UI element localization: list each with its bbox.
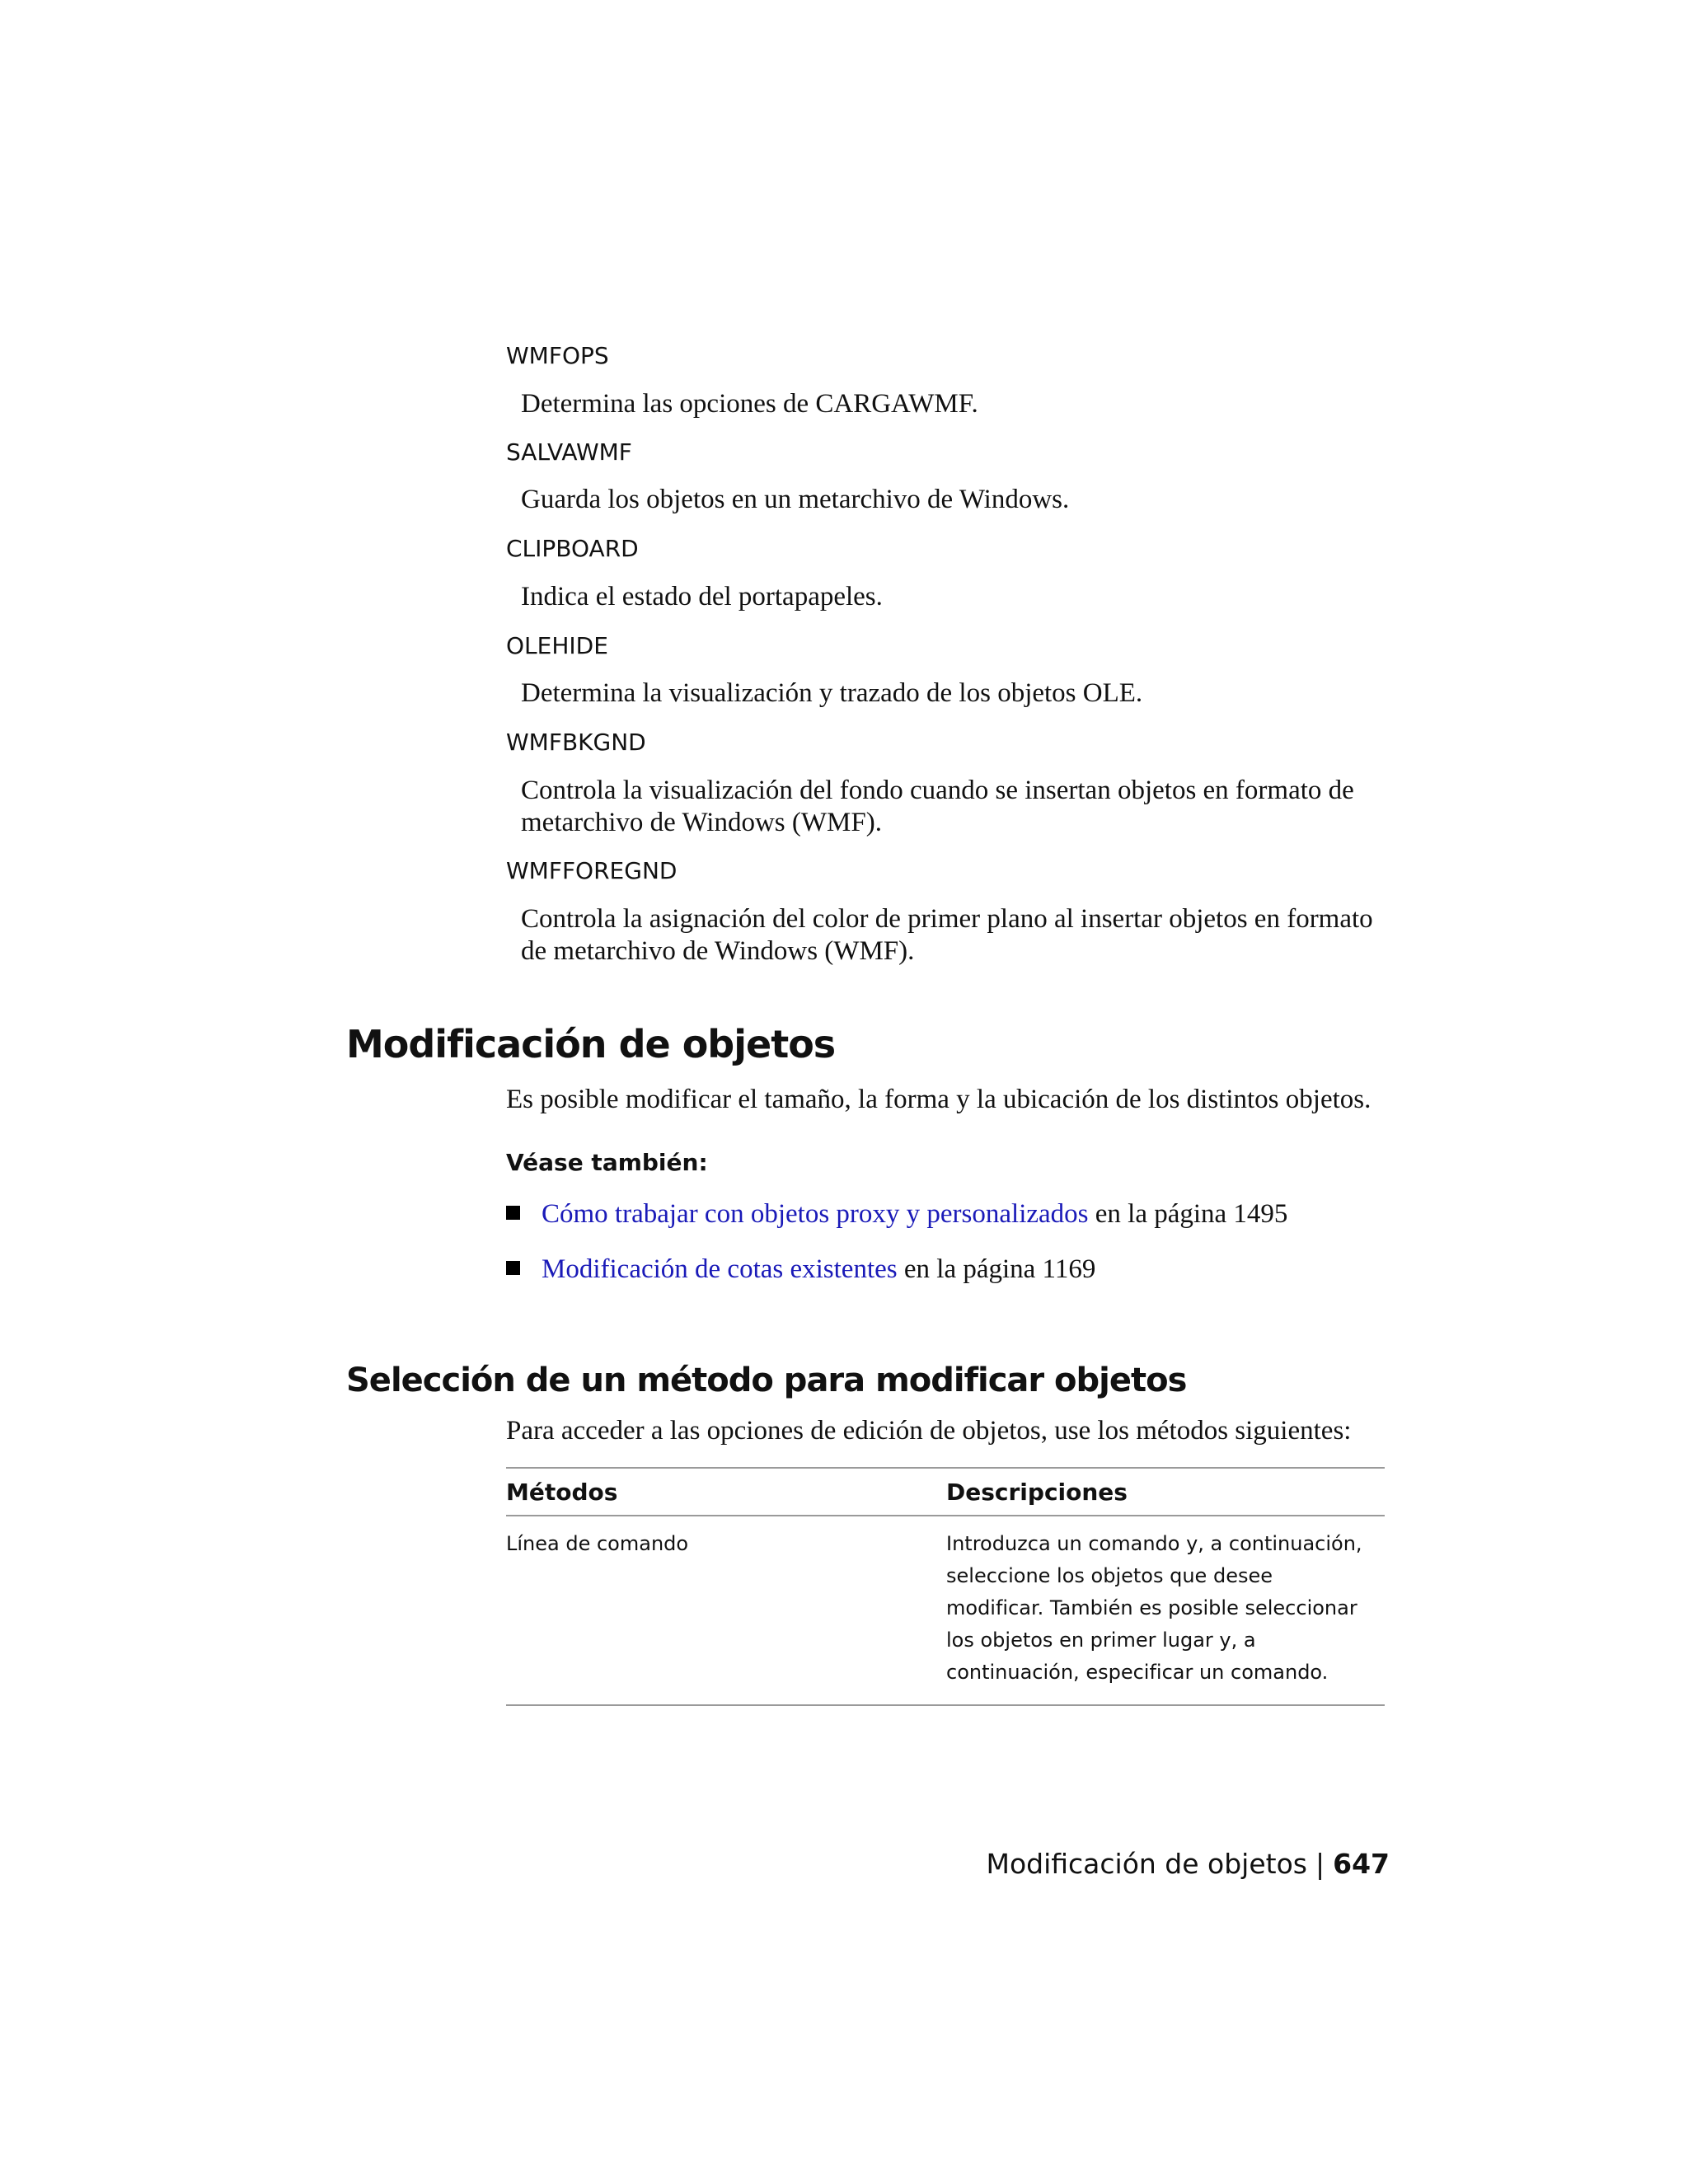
table-cell-description: Introduzca un comando y, a continuación, seleccione los objetos que desee modificar. También es posible seleccionar los objetos en primer lugar y, a continuación, especificar un comando. <box>946 1532 1362 1684</box>
definition-description: Controla la asignación del color de primer plano al insertar objetos en formato de metarchivo de Windows (WMF). <box>521 904 1373 966</box>
page-footer <box>986 1848 1390 1880</box>
definition-description: Indica el estado del portapapeles. <box>521 582 883 612</box>
see-also-item <box>506 1254 1095 1285</box>
definition-description: Controla la visualización del fondo cuando se insertan objetos en formato de metarchivo de Windows (WMF). <box>521 776 1354 837</box>
table-header-rule <box>506 1515 1385 1516</box>
definition-term-clipboard: CLIPBOARD <box>506 535 639 562</box>
definition-term-wmfops: WMFOPS <box>506 342 609 369</box>
table-top-rule <box>506 1467 1385 1469</box>
table-cell-method: Línea de comando <box>506 1532 689 1555</box>
definition-description: Determina las opciones de CARGAWMF. <box>521 389 978 419</box>
see-also-page-ref: en la página 1169 <box>897 1254 1096 1284</box>
subsection-intro: Para acceder a las opciones de edición de objetos, use los métodos siguientes: <box>506 1416 1352 1446</box>
table-header-descriptions: Descripciones <box>946 1479 1128 1506</box>
bullet-square-icon <box>506 1261 520 1275</box>
see-also-item <box>506 1199 1287 1230</box>
methods-table <box>506 1467 1385 1708</box>
definition-term-wmfforegnd: WMFFOREGND <box>506 857 678 884</box>
table-header-methods: Métodos <box>506 1479 618 1506</box>
footer-separator: | <box>1315 1848 1325 1880</box>
see-also-label: Véase también: <box>506 1149 708 1176</box>
section-heading: Modificación de objetos <box>346 1022 836 1066</box>
footer-section-title: Modificación de objetos <box>986 1848 1307 1880</box>
subsection-heading: Selección de un método para modificar objetos <box>346 1361 1187 1399</box>
definition-description: Guarda los objetos en un metarchivo de Windows. <box>521 485 1070 514</box>
table-bottom-rule <box>506 1704 1385 1706</box>
definition-description: Determina la visualización y trazado de los objetos OLE. <box>521 678 1143 708</box>
page-number: 647 <box>1333 1848 1390 1880</box>
see-also-page-ref: en la página 1495 <box>1088 1199 1288 1229</box>
definition-term-salvawmf: SALVAWMF <box>506 438 632 466</box>
see-also-link-dimensions[interactable]: Modificación de cotas existentes <box>542 1254 898 1284</box>
definition-term-wmfbkgnd: WMFBKGND <box>506 729 646 756</box>
section-intro: Es posible modificar el tamaño, la forma y la ubicación de los distintos objetos. <box>506 1085 1372 1114</box>
bullet-square-icon <box>506 1206 520 1220</box>
see-also-link-proxy-objects[interactable]: Cómo trabajar con objetos proxy y personalizados <box>542 1199 1089 1229</box>
definition-term-olehide: OLEHIDE <box>506 632 608 659</box>
